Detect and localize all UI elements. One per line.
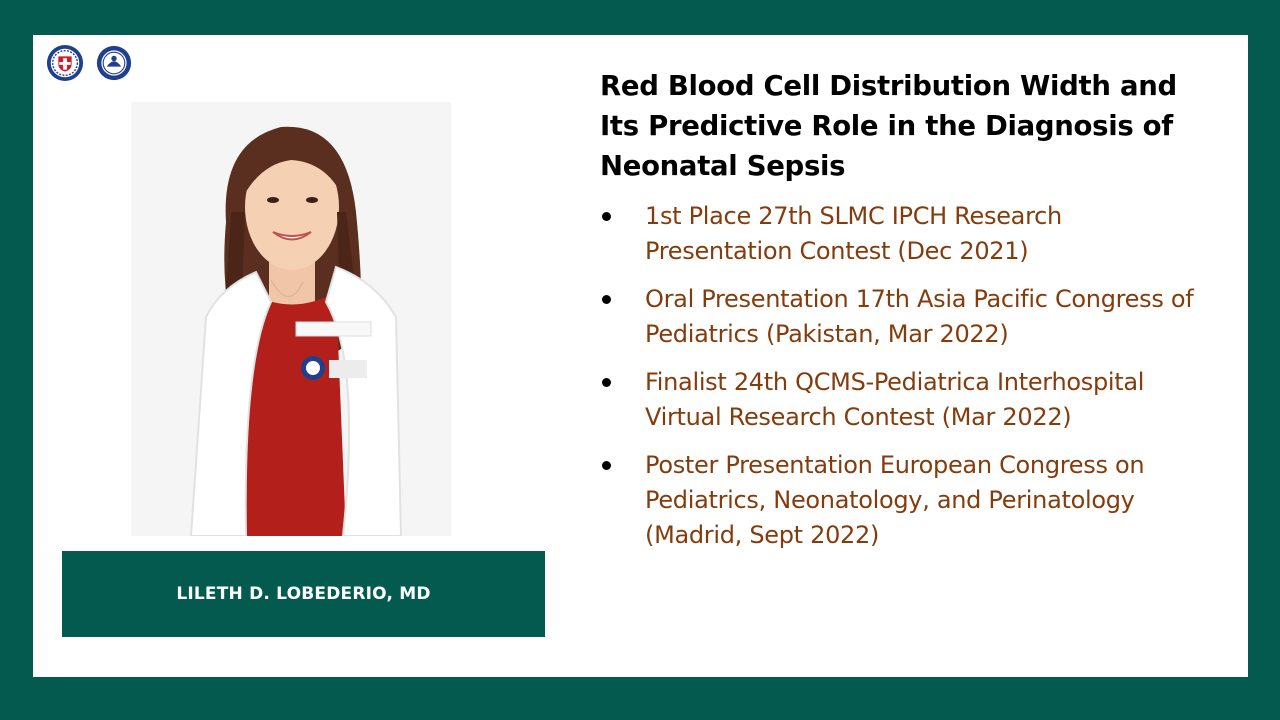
slide-title: Red Blood Cell Distribution Width and Its Predictive Role in the Diagnosis of Neonatal Sepsis [600, 70, 1177, 182]
list-item [600, 282, 1200, 352]
bullet-dot-icon [602, 295, 611, 304]
portrait-photo [131, 102, 451, 536]
slide [33, 35, 1248, 677]
bullet-dot-icon [602, 461, 611, 470]
presenter-name: LILETH D. LOBEDERIO, MD [176, 584, 431, 604]
bullet-dot-icon [602, 212, 611, 221]
list-item-text: Oral Presentation 17th Asia Pacific Congress of Pediatrics (Pakistan, Mar 2022) [645, 285, 1194, 348]
bullet-dot-icon [602, 378, 611, 387]
list-item [600, 365, 1200, 435]
institute-seal-logo [96, 45, 132, 81]
list-item-text: Poster Presentation European Congress on Pediatrics, Neonatology, and Perinatology (Madrid, Sept 2022) [645, 451, 1145, 549]
presenter-name-box [62, 551, 545, 637]
hospital-seal-logo [46, 44, 84, 82]
achievements-list [600, 199, 1200, 566]
list-item [600, 199, 1200, 269]
list-item [600, 448, 1200, 553]
list-item-text: Finalist 24th QCMS-Pediatrica Interhospital Virtual Research Contest (Mar 2022) [645, 368, 1145, 431]
list-item-text: 1st Place 27th SLMC IPCH Research Presentation Contest (Dec 2021) [645, 202, 1062, 265]
